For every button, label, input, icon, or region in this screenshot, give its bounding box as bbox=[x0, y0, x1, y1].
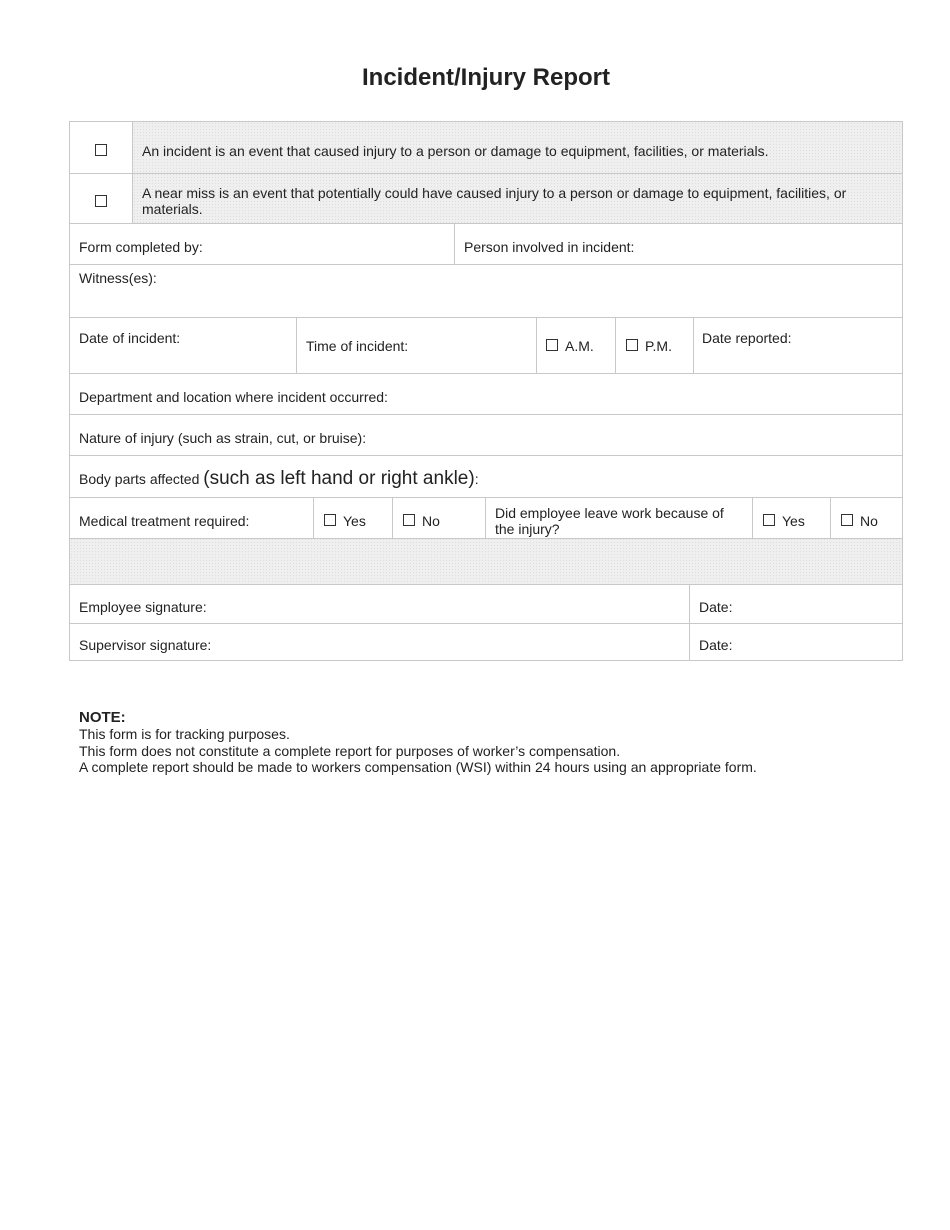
col-divider bbox=[536, 317, 537, 373]
medical-treatment-label: Medical treatment required: bbox=[79, 513, 250, 529]
body-parts-label bbox=[79, 469, 479, 489]
col-divider bbox=[485, 497, 486, 538]
employee-date-label: Date: bbox=[699, 599, 733, 615]
col-divider bbox=[689, 584, 690, 661]
medical-yes-checkbox[interactable] bbox=[324, 514, 336, 526]
incident-checkbox[interactable] bbox=[95, 144, 107, 156]
leave-yes-checkbox[interactable] bbox=[763, 514, 775, 526]
row-divider bbox=[70, 497, 902, 498]
incident-definition: An incident is an event that caused injury to a person or damage to equipment, facilities, or materials. bbox=[142, 143, 769, 159]
col-divider bbox=[296, 317, 297, 373]
row-divider bbox=[70, 223, 902, 224]
row-divider bbox=[70, 264, 902, 265]
leave-yes-label: Yes bbox=[782, 513, 805, 529]
col-divider bbox=[615, 317, 616, 373]
row-divider bbox=[70, 584, 902, 585]
medical-no-checkbox[interactable] bbox=[403, 514, 415, 526]
note-line: A complete report should be made to workers compensation (WSI) within 24 hours using an appropriate form. bbox=[79, 759, 757, 776]
col-divider bbox=[830, 497, 831, 538]
am-label: A.M. bbox=[565, 338, 594, 354]
note-section bbox=[79, 710, 757, 776]
leave-no-checkbox[interactable] bbox=[841, 514, 853, 526]
spacer-shade bbox=[70, 538, 902, 584]
pm-label: P.M. bbox=[645, 338, 672, 354]
time-of-incident-label: Time of incident: bbox=[306, 338, 409, 354]
medical-no-label: No bbox=[422, 513, 440, 529]
row-divider bbox=[70, 317, 902, 318]
incident-form bbox=[69, 121, 903, 661]
leave-work-label: Did employee leave work because of the injury? bbox=[495, 505, 724, 537]
nature-of-injury-label: Nature of injury (such as strain, cut, or bruise): bbox=[79, 430, 367, 446]
row-divider bbox=[70, 173, 902, 174]
body-parts-example: (such as left hand or right ankle) bbox=[203, 468, 475, 489]
leave-no-label: No bbox=[860, 513, 878, 529]
supervisor-date-label: Date: bbox=[699, 637, 733, 653]
department-location-label: Department and location where incident occurred: bbox=[79, 389, 388, 405]
col-divider bbox=[392, 497, 393, 538]
body-parts-colon: : bbox=[474, 471, 479, 487]
note-line: This form is for tracking purposes. bbox=[79, 726, 290, 743]
witnesses-label: Witness(es): bbox=[79, 270, 157, 286]
near-miss-checkbox[interactable] bbox=[95, 195, 107, 207]
row-divider bbox=[70, 414, 902, 415]
page-title: Incident/Injury Report bbox=[361, 64, 610, 91]
note-heading: NOTE: bbox=[79, 709, 126, 726]
employee-signature-label: Employee signature: bbox=[79, 599, 207, 615]
col-divider bbox=[313, 497, 314, 538]
supervisor-signature-label: Supervisor signature: bbox=[79, 637, 212, 653]
date-of-incident-label: Date of incident: bbox=[79, 330, 181, 346]
row-divider bbox=[70, 623, 902, 624]
row-divider bbox=[70, 455, 902, 456]
am-checkbox[interactable] bbox=[546, 339, 558, 351]
date-reported-label: Date reported: bbox=[702, 330, 792, 346]
form-completed-by-label: Form completed by: bbox=[79, 239, 203, 255]
col-divider bbox=[132, 122, 133, 223]
note-line: This form does not constitute a complete report for purposes of worker’s compensation. bbox=[79, 742, 621, 759]
pm-checkbox[interactable] bbox=[626, 339, 638, 351]
col-divider bbox=[454, 223, 455, 264]
person-involved-label: Person involved in incident: bbox=[464, 239, 635, 255]
col-divider bbox=[752, 497, 753, 538]
row-divider bbox=[70, 373, 902, 374]
medical-yes-label: Yes bbox=[343, 513, 366, 529]
col-divider bbox=[693, 317, 694, 373]
row-divider bbox=[70, 538, 902, 539]
near-miss-definition: A near miss is an event that potentially could have caused injury to a person or damage to equipment, facilities, or materials. bbox=[142, 185, 847, 217]
body-parts-text: Body parts affected bbox=[79, 471, 200, 487]
